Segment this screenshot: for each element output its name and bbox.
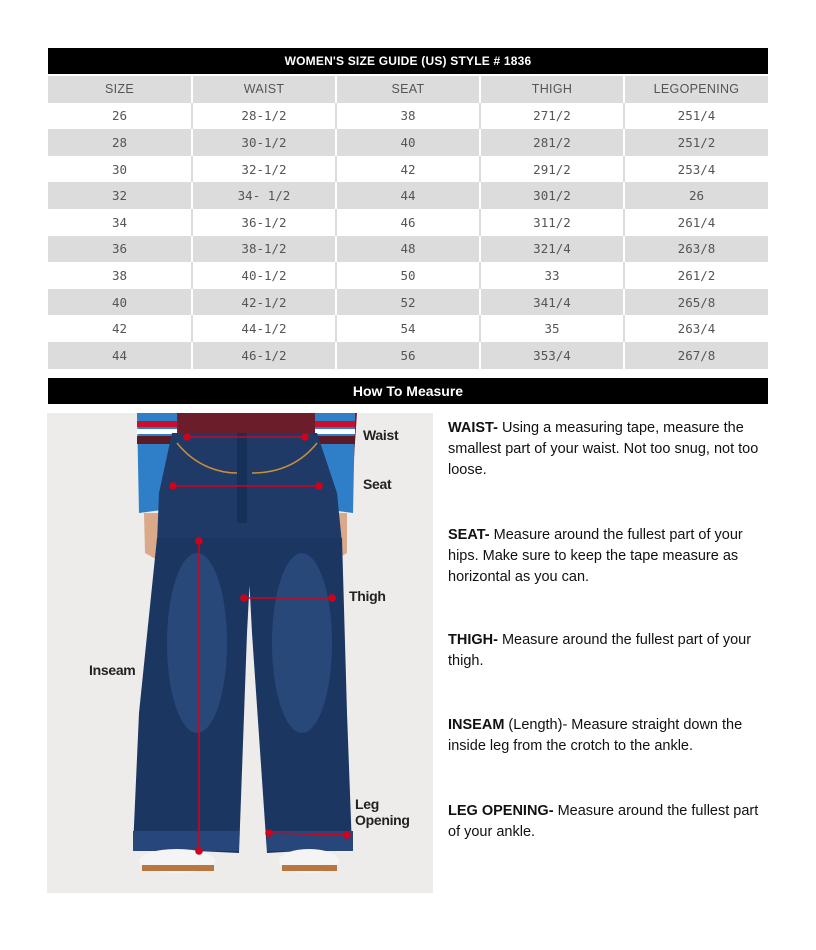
cell-waist: 30-1/2 — [192, 129, 336, 156]
cell-size: 34 — [48, 209, 192, 236]
instruction-leg-opening — [448, 801, 773, 843]
instruction-term: THIGH- — [448, 632, 498, 648]
cell-leg-opening: 251/2 — [624, 129, 768, 156]
instruction-text: Measure around the fullest part of your hips. Make sure to keep the tape measure as horizontal as you can. — [448, 527, 743, 585]
cell-waist: 36-1/2 — [192, 209, 336, 236]
header-size: SIZE — [48, 76, 192, 103]
instruction-term: INSEAM — [448, 717, 505, 733]
instruction-text: Using a measuring tape, measure the smallest part of your waist. Not too snug, not too loose. — [448, 420, 759, 478]
figure-label-leg: Leg — [355, 796, 379, 812]
header-leg-opening: LEGOPENING — [624, 76, 768, 103]
cell-waist: 40-1/2 — [192, 262, 336, 289]
how-to-measure-title: How To Measure — [48, 378, 768, 404]
cell-seat: 40 — [336, 129, 480, 156]
cell-waist: 38-1/2 — [192, 236, 336, 263]
figure-label-inseam: Inseam — [89, 662, 136, 678]
cell-thigh: 311/2 — [480, 209, 624, 236]
figure-label-waist: Waist — [363, 427, 399, 443]
cell-seat: 44 — [336, 182, 480, 209]
size-table — [48, 76, 768, 369]
cell-leg-opening: 263/8 — [624, 236, 768, 263]
table-row — [48, 103, 768, 130]
cell-size: 42 — [48, 315, 192, 342]
cell-leg-opening: 26 — [624, 182, 768, 209]
cell-size: 40 — [48, 289, 192, 316]
instruction-text: Measure around the fullest part of your thigh. — [448, 632, 752, 669]
cell-thigh: 353/4 — [480, 342, 624, 369]
cell-size: 26 — [48, 103, 192, 130]
table-row — [48, 342, 768, 369]
table-row — [48, 182, 768, 209]
table-row — [48, 236, 768, 263]
table-row — [48, 262, 768, 289]
jeans-measurement-figure — [47, 413, 433, 893]
cell-thigh: 33 — [480, 262, 624, 289]
instruction-term: WAIST- — [448, 420, 498, 436]
instruction-term: LEG OPENING- — [448, 803, 554, 819]
cell-seat: 52 — [336, 289, 480, 316]
cell-thigh: 321/4 — [480, 236, 624, 263]
cell-thigh: 341/4 — [480, 289, 624, 316]
header-seat: SEAT — [336, 76, 480, 103]
instruction-seat — [448, 525, 773, 588]
figure-label-seat: Seat — [363, 476, 392, 492]
cell-size: 44 — [48, 342, 192, 369]
table-row — [48, 289, 768, 316]
cell-waist: 44-1/2 — [192, 315, 336, 342]
cell-waist: 34- 1/2 — [192, 182, 336, 209]
cell-size: 38 — [48, 262, 192, 289]
cell-waist: 46-1/2 — [192, 342, 336, 369]
cell-leg-opening: 251/4 — [624, 103, 768, 130]
cell-leg-opening: 261/2 — [624, 262, 768, 289]
cell-seat: 38 — [336, 103, 480, 130]
cell-seat: 46 — [336, 209, 480, 236]
cell-thigh: 281/2 — [480, 129, 624, 156]
cell-leg-opening: 265/8 — [624, 289, 768, 316]
cell-seat: 54 — [336, 315, 480, 342]
cell-waist: 32-1/2 — [192, 156, 336, 183]
cell-leg-opening: 267/8 — [624, 342, 768, 369]
instruction-waist — [448, 418, 773, 481]
cell-thigh: 35 — [480, 315, 624, 342]
instruction-text: (Length)- Measure straight down the inside leg from the crotch to the ankle. — [448, 717, 743, 754]
cell-waist: 42-1/2 — [192, 289, 336, 316]
header-waist: WAIST — [192, 76, 336, 103]
cell-size: 28 — [48, 129, 192, 156]
table-row — [48, 209, 768, 236]
table-row — [48, 129, 768, 156]
instruction-term: SEAT- — [448, 527, 490, 543]
cell-thigh: 271/2 — [480, 103, 624, 130]
cell-leg-opening: 261/4 — [624, 209, 768, 236]
cell-leg-opening: 253/4 — [624, 156, 768, 183]
cell-seat: 42 — [336, 156, 480, 183]
instruction-text: Measure around the fullest part of your ankle. — [448, 803, 759, 840]
table-row — [48, 315, 768, 342]
cell-size: 36 — [48, 236, 192, 263]
table-header-row — [48, 76, 768, 103]
cell-waist: 28-1/2 — [192, 103, 336, 130]
cell-thigh: 301/2 — [480, 182, 624, 209]
cell-size: 32 — [48, 182, 192, 209]
header-thigh: THIGH — [480, 76, 624, 103]
table-row — [48, 156, 768, 183]
figure-label-thigh: Thigh — [349, 588, 386, 604]
size-guide-title: WOMEN'S SIZE GUIDE (US) STYLE # 1836 — [48, 48, 768, 74]
instruction-inseam — [448, 715, 773, 757]
instruction-thigh — [448, 630, 773, 672]
cell-size: 30 — [48, 156, 192, 183]
cell-seat: 50 — [336, 262, 480, 289]
cell-thigh: 291/2 — [480, 156, 624, 183]
figure-label-opening: Opening — [355, 812, 410, 828]
cell-leg-opening: 263/4 — [624, 315, 768, 342]
cell-seat: 56 — [336, 342, 480, 369]
cell-seat: 48 — [336, 236, 480, 263]
